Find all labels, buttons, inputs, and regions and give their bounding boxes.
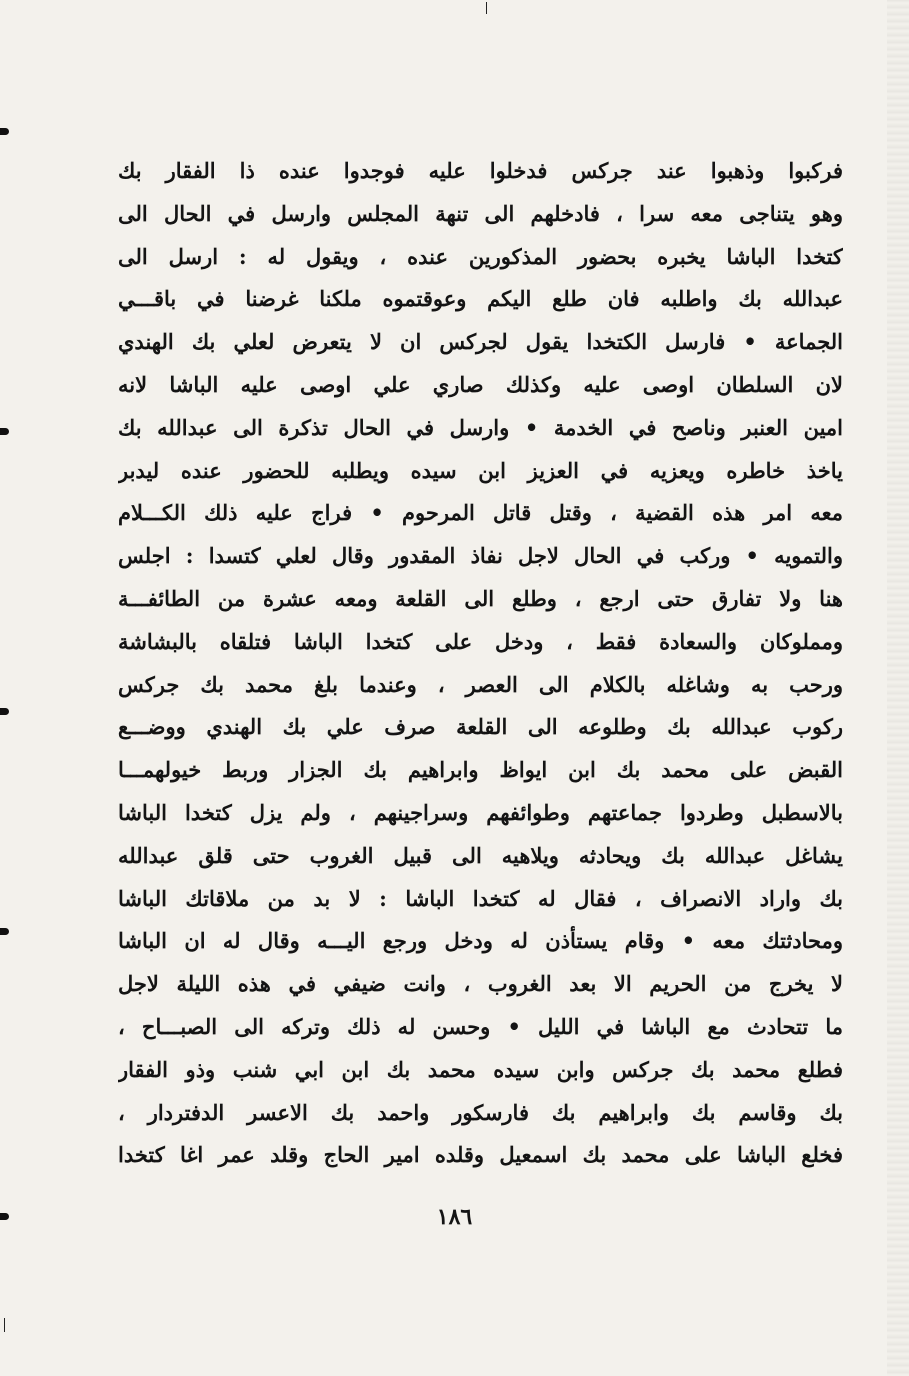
- text-line: امين العنبر وناصح في الخدمة • وارسل في الحال تذكرة الى عبدالله بك: [118, 414, 843, 440]
- text-line: فخلع الباشا على محمد بك اسمعيل وقلده امير الحاج وقلد عمر اغا كتخدا: [118, 1142, 843, 1168]
- text-line: وهو يتناجى معه سرا ، فادخلهم الى تنهة المجلس وارسل في الحال الى: [118, 200, 843, 226]
- text-line: الجماعة • فارسل الكتخدا يقول لجركس ان لا يتعرض لعلي بك الهندي: [118, 329, 843, 355]
- page-number: ١٨٦: [436, 1204, 473, 1230]
- text-line: فركبوا وذهبوا عند جركس فدخلوا عليه فوجدوا عنده ذا الفقار بك: [118, 158, 843, 183]
- text-line: يشاغل عبدالله بك ويحادثه ويلاهيه الى قبيل الغروب حتى قلق عبدالله: [118, 842, 843, 868]
- text-line: ومملوكان والسعادة فقط ، ودخل على كتخدا الباشا فتلقاه بالبشاشة: [118, 628, 843, 654]
- text-line: لا يخرج من الحريم الا بعد الغروب ، وانت ضيفي في هذه الليلة لاجل: [118, 971, 843, 997]
- text-line: ركوب عبدالله بك وطلوعه الى القلعة صرف علي بك الهندي ووضـــع: [118, 714, 843, 740]
- scan-tick: [486, 2, 487, 14]
- text-line: والتمويه • وركب في الحال لاجل نفاذ المقدور وقال لعلي كتسدا : اجلس: [118, 543, 843, 569]
- text-line: هنا ولا تفارق حتى ارجع ، وطلع الى القلعة ومعه عشرة من الطائفـــة: [118, 585, 843, 611]
- binding-mark: [0, 128, 9, 135]
- text-line: ورحب به وشاغله بالكلام الى العصر ، وعندما بلغ محمد بك جركس: [118, 671, 843, 697]
- text-line: فطلع محمد بك جركس وابن سيده محمد بك ابن ابي شنب وذو الفقار: [118, 1056, 843, 1082]
- text-line: القبض على محمد بك ابن ايواظ وابراهيم بك الجزار وربط خيولهمـــا: [118, 757, 843, 783]
- scan-tick: [4, 1318, 5, 1332]
- binding-mark: [0, 928, 9, 935]
- binding-mark: [0, 708, 9, 715]
- text-line: معه امر هذه القضية ، وقتل قاتل المرحوم • فراج عليه ذلك الكـــلام: [118, 500, 843, 526]
- text-line: ياخذ خاطره ويعزيه في العزيز ابن سيده ويطلبه للحضور عنده ليدبر: [118, 457, 843, 483]
- text-line: عبدالله بك واطلبه فان طلع اليكم وعوقتموه ملكنا غرضنا في باقـــي: [118, 286, 843, 312]
- text-line: كتخدا الباشا يخبره بحضور المذكورين عنده ، ويقول له : ارسل الى: [118, 243, 843, 269]
- page-edge-shading: [887, 0, 909, 1376]
- text-line: لان السلطان اوصى عليه وكذلك صاري علي اوصى عليه الباشا لانه: [118, 371, 843, 397]
- text-line: ما تتحادث مع الباشا في الليل • وحسن له ذلك وتركه الى الصبـــاح ،: [118, 1013, 843, 1039]
- body-text: [118, 150, 843, 1177]
- text-line: بك واراد الانصراف ، فقال له كتخدا الباشا : لا بد من ملاقاتك الباشا: [118, 885, 843, 911]
- text-line: بك وقاسم بك وابراهيم بك فارسكور واحمد بك الاعسر الدفتردار ،: [118, 1099, 843, 1125]
- binding-mark: [0, 428, 9, 435]
- text-line: بالاسطبل وطردوا جماعتهم وطوائفهم وسراجينهم ، ولم يزل كتخدا الباشا: [118, 799, 843, 825]
- text-line: ومحادثتك معه • وقام يستأذن له ودخل ورجع اليـــه وقال له ان الباشا: [118, 928, 843, 954]
